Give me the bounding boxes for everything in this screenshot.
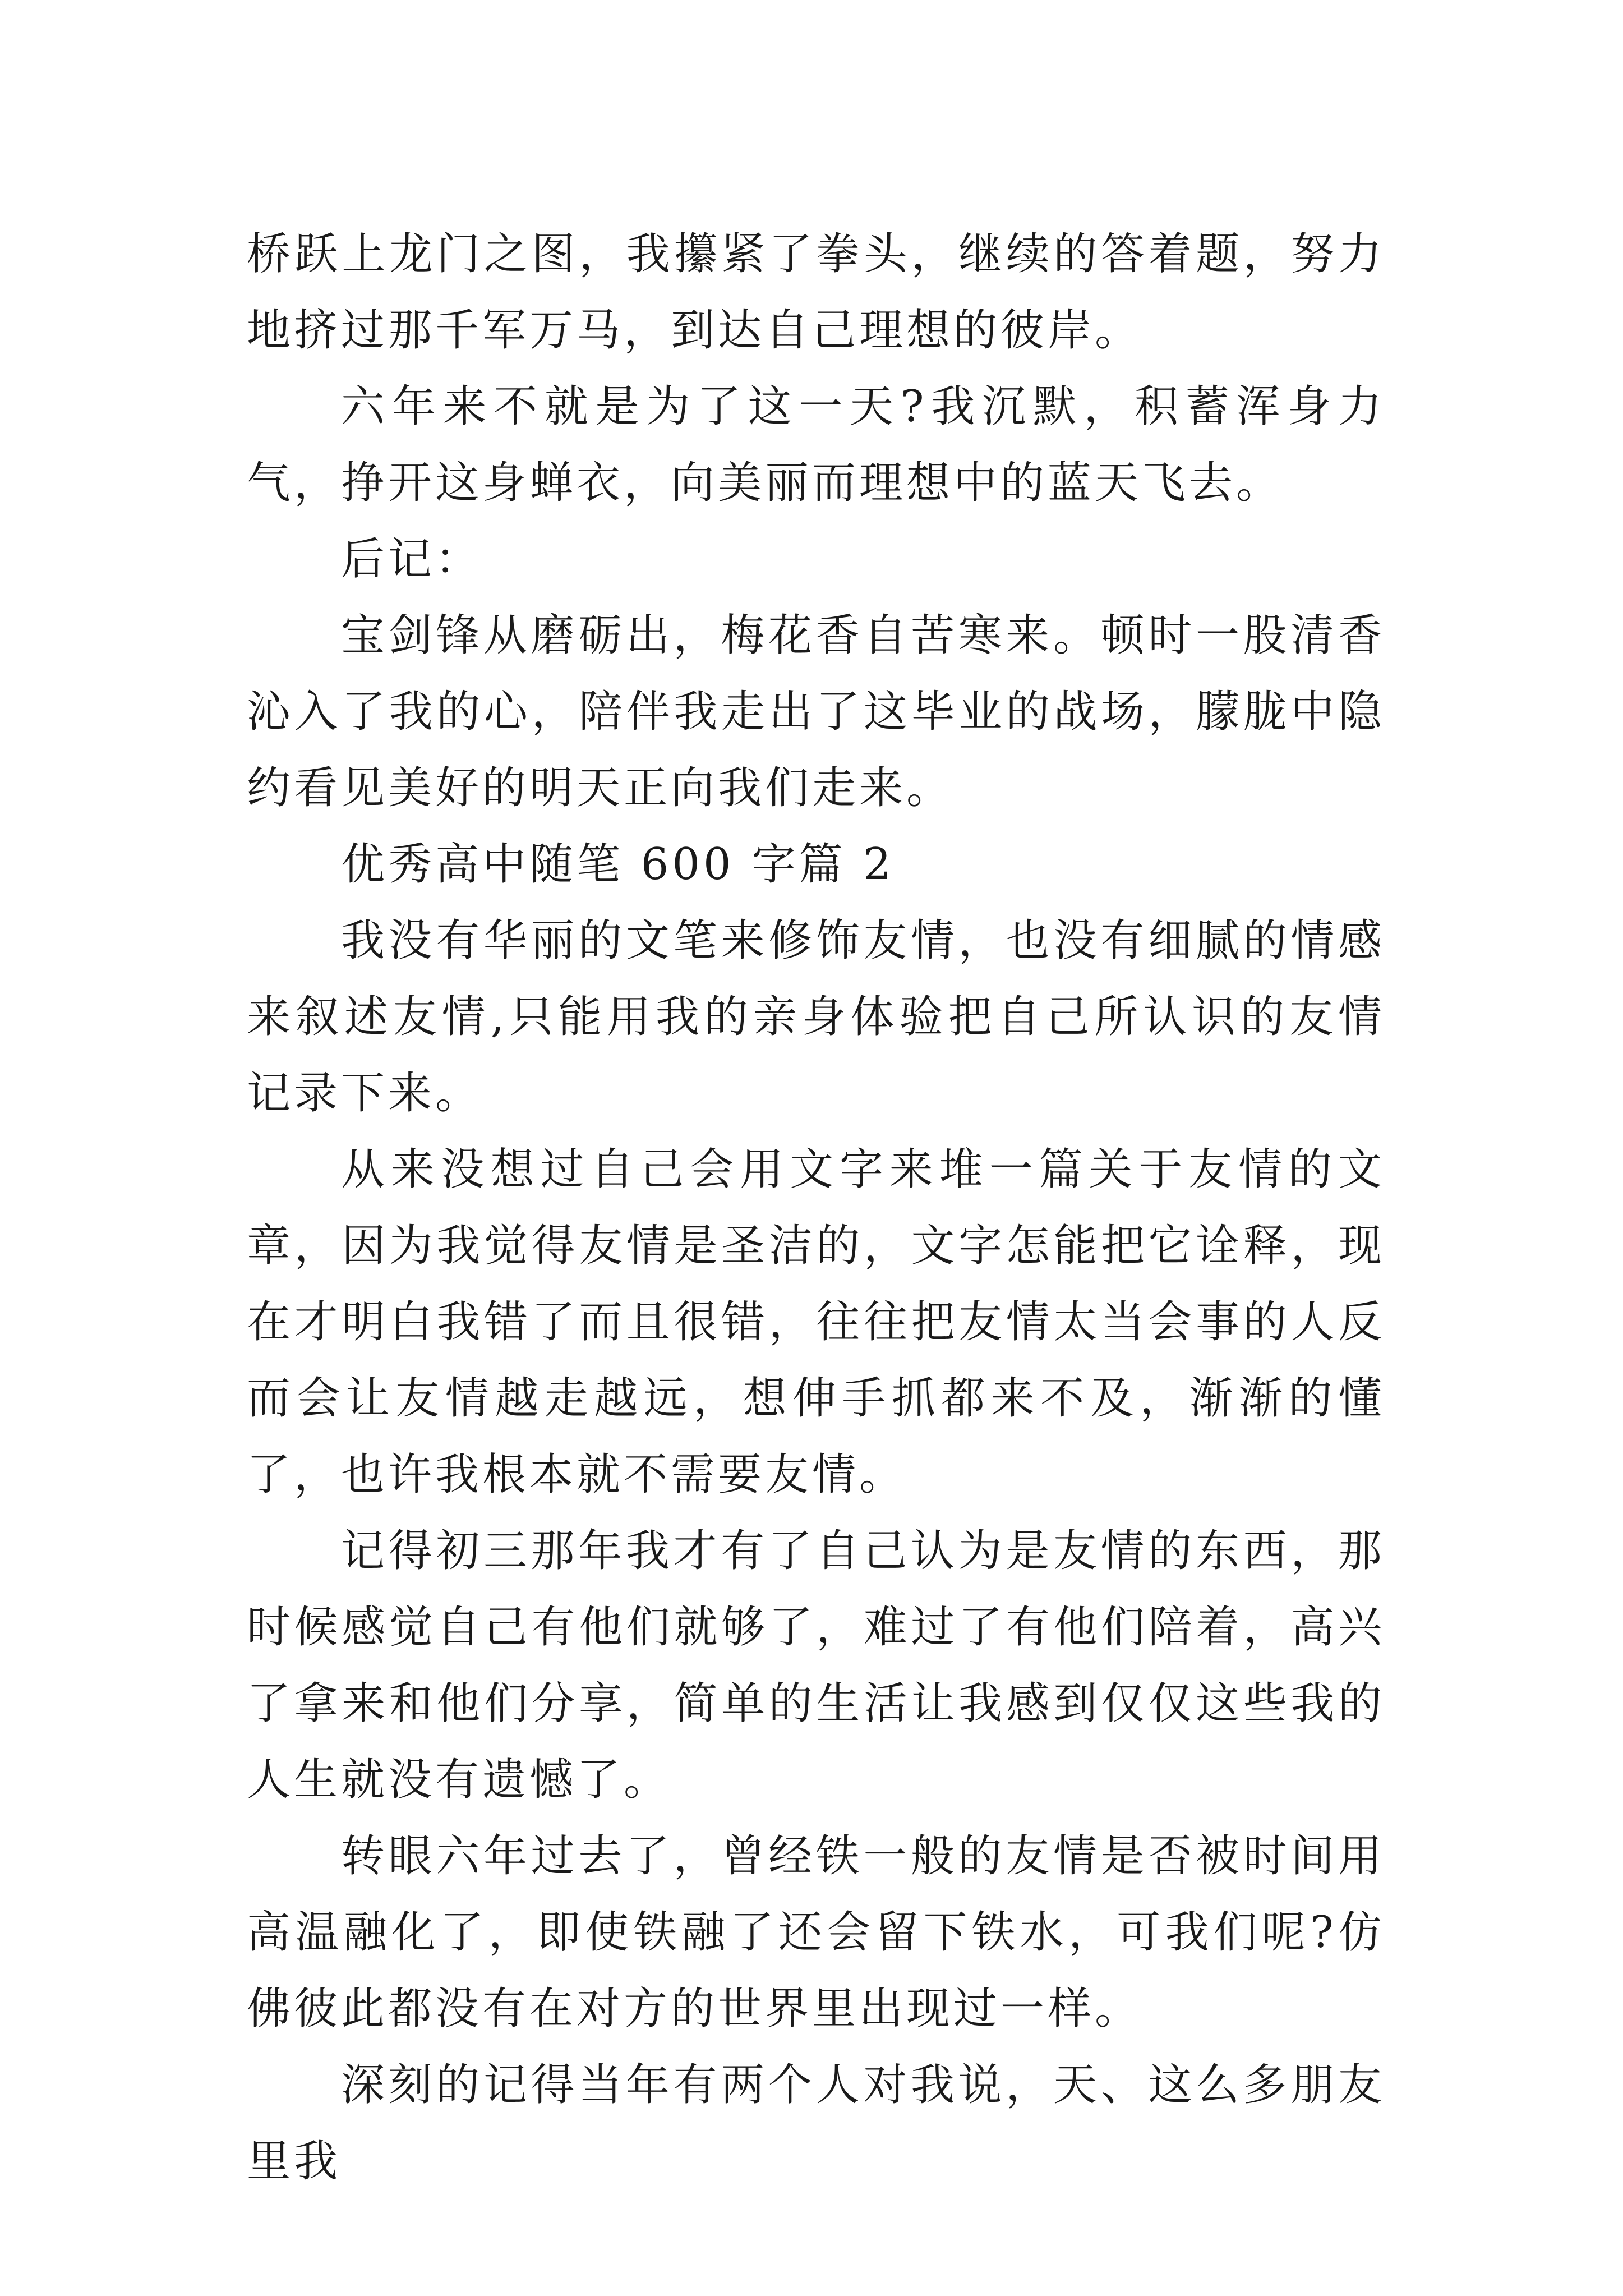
paragraph-10: 深刻的记得当年有两个人对我说，天、这么多朋友里我 — [247, 2060, 1385, 2187]
paragraph-7: 从来没想过自己会用文字来堆一篇关于友情的文章，因为我觉得友情是圣洁的，文字怎能把它诠释，现在才明白我错了而且很错，往往把友情太当会事的人反而会让友情越走越远，想伸手抓都来不及，渐渐的懂了，也许我根本就不需要友情。 — [247, 1144, 1385, 1500]
paragraph-2: 六年来不就是为了这一天?我沉默，积蓄浑身力气，挣开这身蝉衣，向美丽而理想中的蓝天飞去。 — [247, 381, 1385, 508]
paragraph-9: 转眼六年过去了，曾经铁一般的友情是否被时间用高温融化了，即使铁融了还会留下铁水，可我们呢?仿佛彼此都没有在对方的世界里出现过一样。 — [247, 1831, 1385, 2034]
paragraph-1: 桥跃上龙门之图，我攥紧了拳头，继续的答着题，努力地挤过那千军万马，到达自己理想的彼岸。 — [247, 229, 1385, 356]
section-title: 优秀高中随笔 600 字篇 2 — [341, 839, 895, 890]
paragraph-3-postscript-heading: 后记： — [341, 534, 483, 585]
paragraph-6: 我没有华丽的文笔来修饰友情，也没有细腻的情感来叙述友情,只能用我的亲身体验把自己所认识的友情记录下来。 — [247, 915, 1385, 1119]
paragraph-4: 宝剑锋从磨砺出，梅花香自苦寒来。顿时一股清香沁入了我的心，陪伴我走出了这毕业的战场，朦胧中隐约看见美好的明天正向我们走来。 — [247, 610, 1385, 813]
document-body — [247, 216, 1385, 2200]
paragraph-8: 记得初三那年我才有了自己认为是友情的东西，那时候感觉自己有他们就够了，难过了有他们陪着，高兴了拿来和他们分享，简单的生活让我感到仅仅这些我的人生就没有遗憾了。 — [247, 1526, 1385, 1805]
